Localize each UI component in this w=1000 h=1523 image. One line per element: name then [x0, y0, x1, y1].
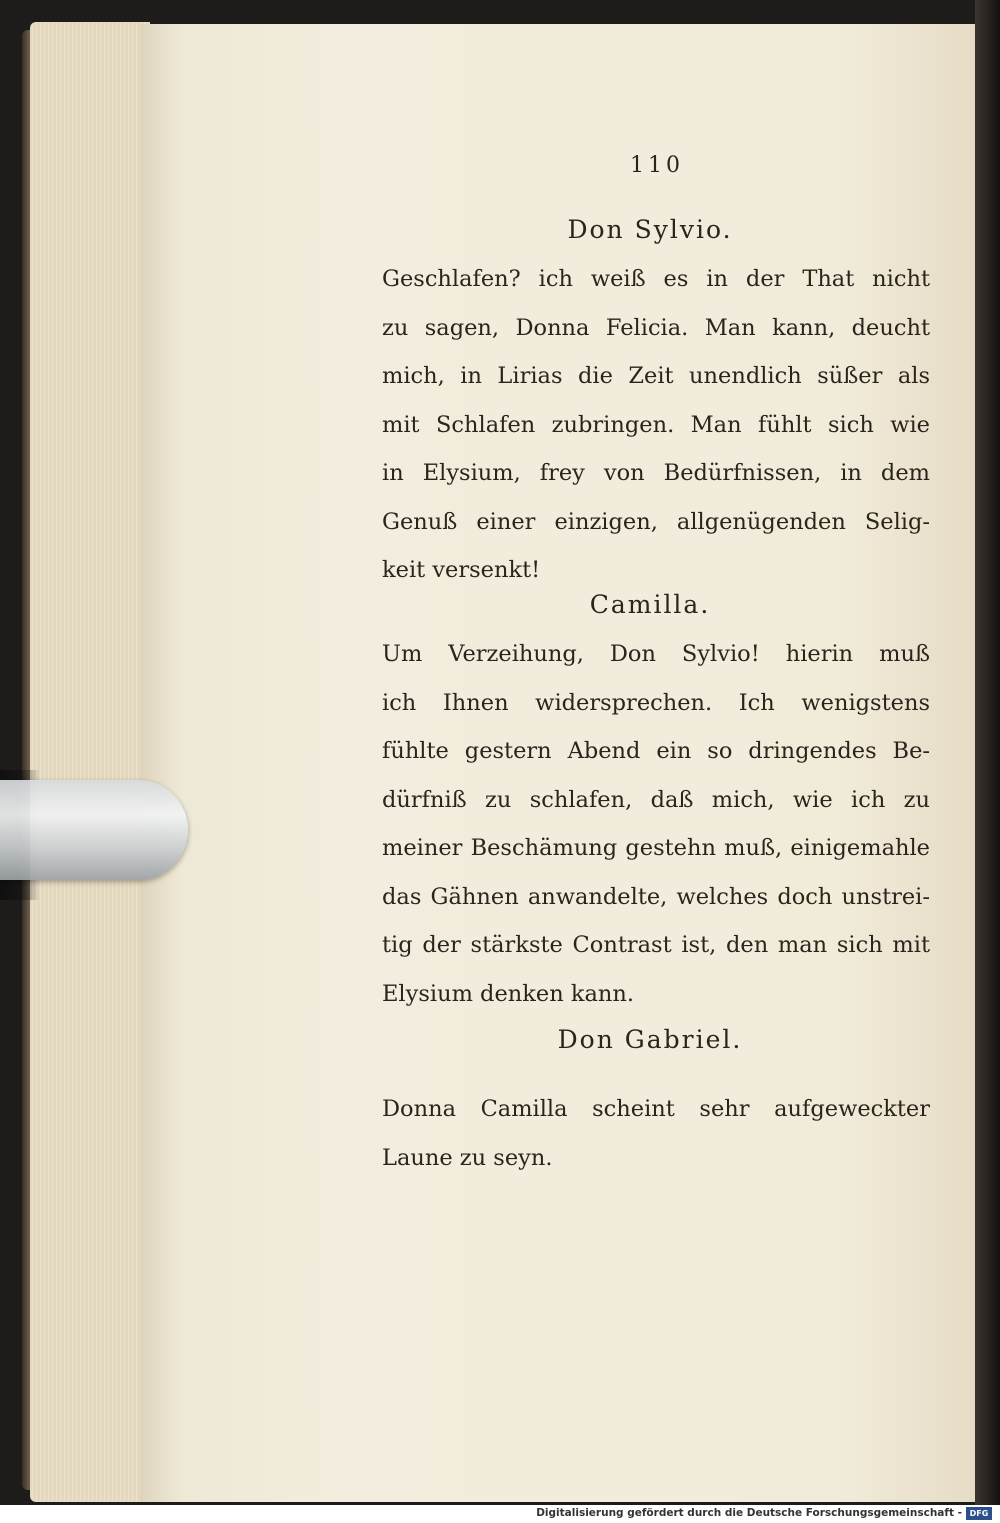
text-line: Laune zu seyn.: [382, 1144, 553, 1171]
text-line: Elysium denken kann.: [382, 980, 635, 1007]
text-line: Donna Camilla scheint sehr aufgeweckter: [382, 1096, 930, 1122]
text-line: mit Schlafen zubringen. Man fühlt sich wie: [382, 411, 930, 438]
dfg-logo: DFG: [966, 1507, 992, 1520]
book-spine-edge: [975, 0, 1000, 1505]
text-line: in Elysium, frey von Bedürfnissen, in dem: [382, 460, 930, 486]
text-line: fühlte gestern Abend ein so dringendes Be-: [382, 738, 930, 764]
speaker-heading: Don Gabriel.: [557, 1025, 743, 1054]
text-line: das Gähnen anwandelte, welches doch unstrei-: [382, 883, 930, 910]
text-line: keit versenkt!: [382, 557, 541, 583]
thumb-holding-page: [0, 780, 188, 880]
text-line: tig der stärkste Contrast ist, den man sich mit: [382, 932, 930, 958]
page-number: 110: [630, 153, 684, 178]
footer-bar: [0, 1505, 1000, 1523]
text-line: zu sagen, Donna Felicia. Man kann, deucht: [382, 314, 930, 341]
page-stack-edges: [30, 22, 150, 1502]
dialogue-paragraph: [382, 1085, 930, 1182]
text-line: Genuß einer einzigen, allgenügenden Selig-: [382, 508, 930, 535]
speaker-heading: Camilla.: [589, 590, 711, 619]
text-line: dürfniß zu schlafen, daß mich, wie ich zu: [382, 786, 930, 813]
funding-credit: Digitalisierung gefördert durch die Deutsche Forschungsgemeinschaft -: [536, 1507, 962, 1519]
dialogue-paragraph: [382, 255, 930, 595]
speaker-heading: Don Sylvio.: [567, 215, 733, 244]
text-line: ich Ihnen widersprechen. Ich wenigstens: [382, 689, 930, 716]
text-line: Um Verzeihung, Don Sylvio! hierin muß: [382, 641, 930, 667]
text-line: Geschlafen? ich weiß es in der That nicht: [382, 266, 930, 292]
dialogue-paragraph: [382, 630, 930, 1018]
text-line: mich, in Lirias die Zeit unendlich süßer als: [382, 363, 930, 389]
text-line: meiner Beschämung gestehn muß, einigemahle: [382, 835, 930, 861]
